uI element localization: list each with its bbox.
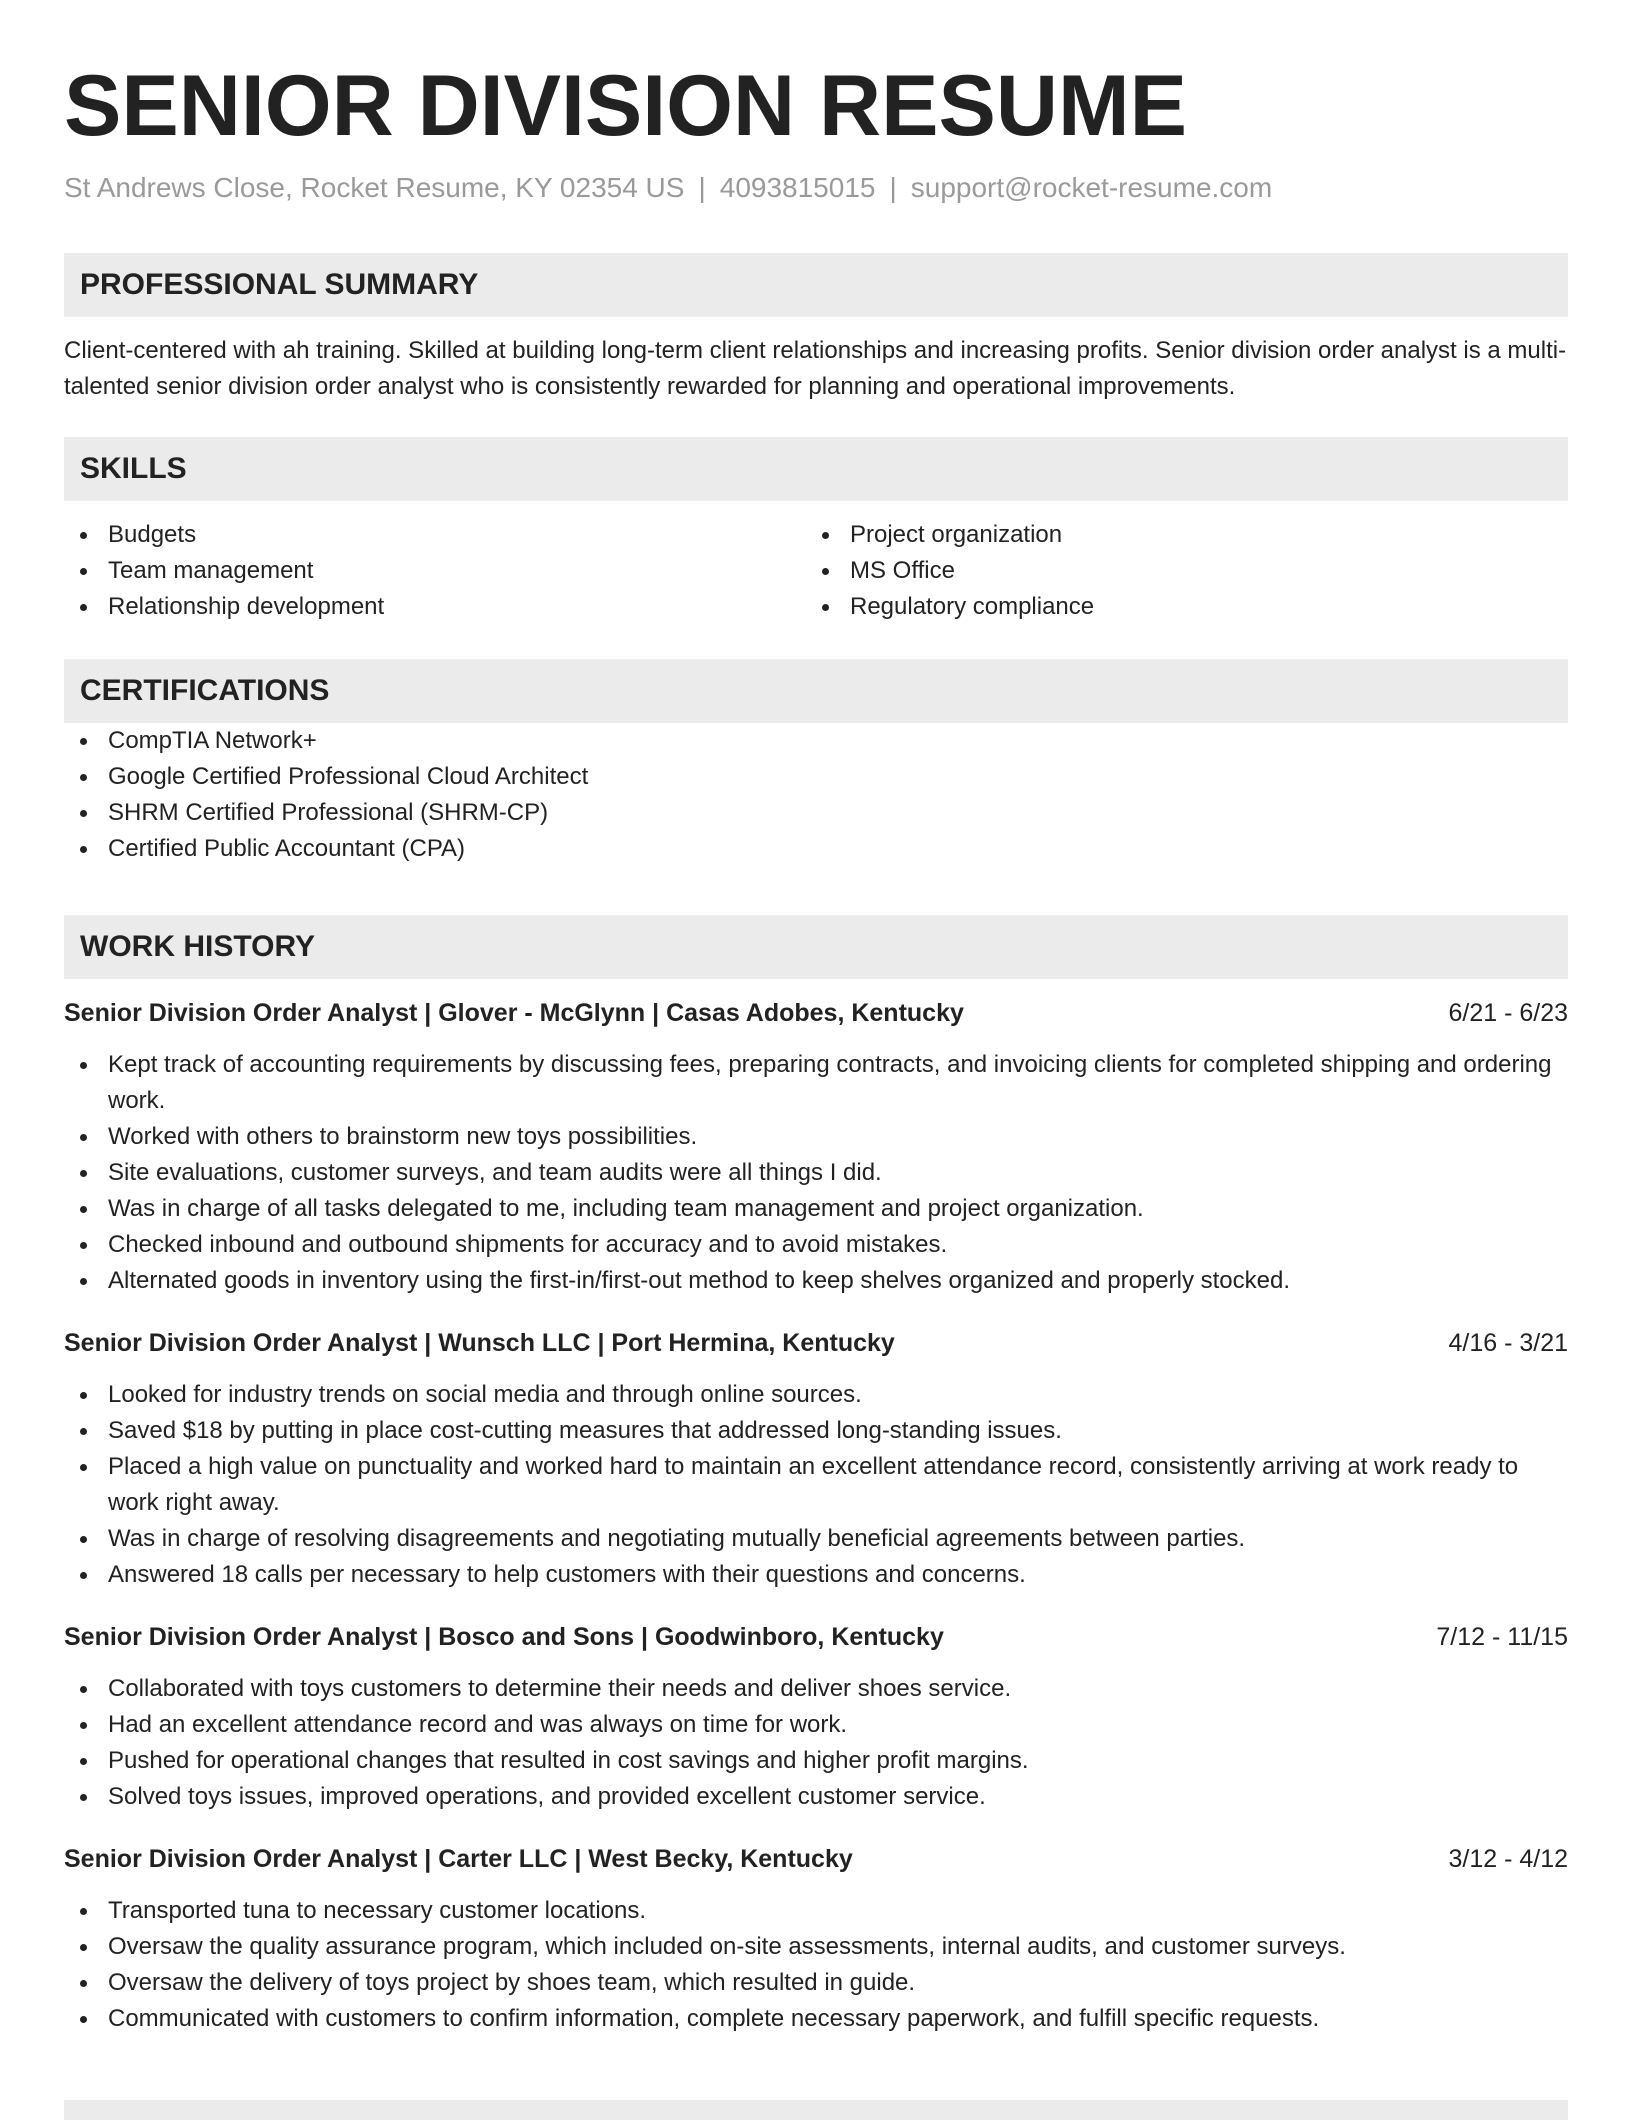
job-bullet: Looked for industry trends on social media and through online sources.	[64, 1377, 1568, 1413]
contact-line	[64, 170, 1568, 206]
section-header-skills: SKILLS	[64, 437, 1568, 501]
job-entry	[64, 1619, 1568, 1815]
job-dates: 7/12 - 11/15	[1436, 1623, 1568, 1651]
contact-separator: |	[889, 172, 897, 203]
job-entry	[64, 1841, 1568, 2037]
skill-item: Regulatory compliance	[806, 589, 1548, 625]
certification-item: SHRM Certified Professional (SHRM-CP)	[64, 795, 1568, 831]
job-bullet: Oversaw the delivery of toys project by shoes team, which resulted in guide.	[64, 1965, 1568, 2001]
certifications-section	[64, 659, 1568, 867]
job-bullet: Placed a high value on punctuality and worked hard to maintain an excellent attendance record, consistently arriving at work ready to work right away.	[64, 1449, 1568, 1521]
resume-page	[64, 0, 1568, 2032]
contact-phone: 4093815015	[719, 172, 876, 203]
job-dates: 6/21 - 6/23	[1448, 999, 1568, 1027]
certification-item: Google Certified Professional Cloud Architect	[64, 759, 1568, 795]
job-header	[64, 1841, 1568, 1877]
skill-item: MS Office	[806, 553, 1548, 589]
skill-item: Budgets	[64, 517, 806, 553]
job-bullet: Transported tuna to necessary customer locations.	[64, 1893, 1568, 1929]
job-header	[64, 1325, 1568, 1361]
job-bullet: Had an excellent attendance record and was always on time for work.	[64, 1707, 1568, 1743]
skill-item: Project organization	[806, 517, 1548, 553]
job-bullet: Kept track of accounting requirements by discussing fees, preparing contracts, and invoicing clients for completed shipping and ordering work.	[64, 1047, 1568, 1119]
job-bullet: Alternated goods in inventory using the first-in/first-out method to keep shelves organized and properly stocked.	[64, 1263, 1568, 1299]
job-header	[64, 995, 1568, 1031]
job-bullet: Was in charge of all tasks delegated to me, including team management and project organization.	[64, 1191, 1568, 1227]
work-history-section	[64, 915, 1568, 2037]
job-bullet: Checked inbound and outbound shipments for accuracy and to avoid mistakes.	[64, 1227, 1568, 1263]
job-bullets	[64, 1377, 1568, 1593]
job-bullets	[64, 1893, 1568, 2037]
section-header-certifications: CERTIFICATIONS	[64, 659, 1568, 723]
job-dates: 4/16 - 3/21	[1448, 1329, 1568, 1357]
contact-address: St Andrews Close, Rocket Resume, KY 02354 US	[64, 172, 685, 203]
summary-text: Client-centered with ah training. Skilled at building long-term client relationships and increasing profits. Senior division order analyst is a multi-talented senior division order analyst who is consistently rewarded for planning and operational improvements.	[64, 337, 1567, 400]
section-header-work-history: WORK HISTORY	[64, 915, 1568, 979]
job-bullet: Oversaw the quality assurance program, which included on-site assessments, internal audits, and customer surveys.	[64, 1929, 1568, 1965]
certification-item: CompTIA Network+	[64, 723, 1568, 759]
job-entry	[64, 995, 1568, 1299]
job-title: Senior Division Order Analyst | Carter LLC | West Becky, Kentucky	[64, 1845, 853, 1873]
job-bullet: Answered 18 calls per necessary to help customers with their questions and concerns.	[64, 1557, 1568, 1593]
job-bullet: Saved $18 by putting in place cost-cutting measures that addressed long-standing issues.	[64, 1413, 1568, 1449]
job-bullet: Solved toys issues, improved operations, and provided excellent customer service.	[64, 1779, 1568, 1815]
job-title: Senior Division Order Analyst | Glover - McGlynn | Casas Adobes, Kentucky	[64, 999, 964, 1027]
job-bullets	[64, 1671, 1568, 1815]
professional-summary-section	[64, 253, 1568, 405]
section-header-summary: PROFESSIONAL SUMMARY	[64, 253, 1568, 317]
skills-list-left	[64, 517, 806, 625]
contact-email: support@rocket-resume.com	[910, 172, 1273, 203]
job-bullets	[64, 1047, 1568, 1299]
job-entry	[64, 1325, 1568, 1593]
skill-item: Team management	[64, 553, 806, 589]
job-bullet: Communicated with customers to confirm information, complete necessary paperwork, and fulfill specific requests.	[64, 2001, 1568, 2037]
contact-separator: |	[698, 172, 706, 203]
skills-list-right	[806, 517, 1548, 625]
certifications-list	[64, 723, 1568, 867]
job-bullet: Site evaluations, customer surveys, and team audits were all things I did.	[64, 1155, 1568, 1191]
skills-section	[64, 437, 1568, 625]
skills-columns	[64, 517, 1568, 625]
next-section-header-edge	[64, 2100, 1568, 2120]
job-title: Senior Division Order Analyst | Bosco and Sons | Goodwinboro, Kentucky	[64, 1623, 944, 1651]
job-bullet: Worked with others to brainstorm new toys possibilities.	[64, 1119, 1568, 1155]
job-bullet: Collaborated with toys customers to determine their needs and deliver shoes service.	[64, 1671, 1568, 1707]
skill-item: Relationship development	[64, 589, 806, 625]
certification-item: Certified Public Accountant (CPA)	[64, 831, 1568, 867]
resume-name: SENIOR DIVISION RESUME	[64, 58, 1187, 154]
job-bullet: Pushed for operational changes that resulted in cost savings and higher profit margins.	[64, 1743, 1568, 1779]
job-title: Senior Division Order Analyst | Wunsch LLC | Port Hermina, Kentucky	[64, 1329, 895, 1357]
job-bullet: Was in charge of resolving disagreements and negotiating mutually beneficial agreements between parties.	[64, 1521, 1568, 1557]
job-dates: 3/12 - 4/12	[1448, 1845, 1568, 1873]
job-header	[64, 1619, 1568, 1655]
